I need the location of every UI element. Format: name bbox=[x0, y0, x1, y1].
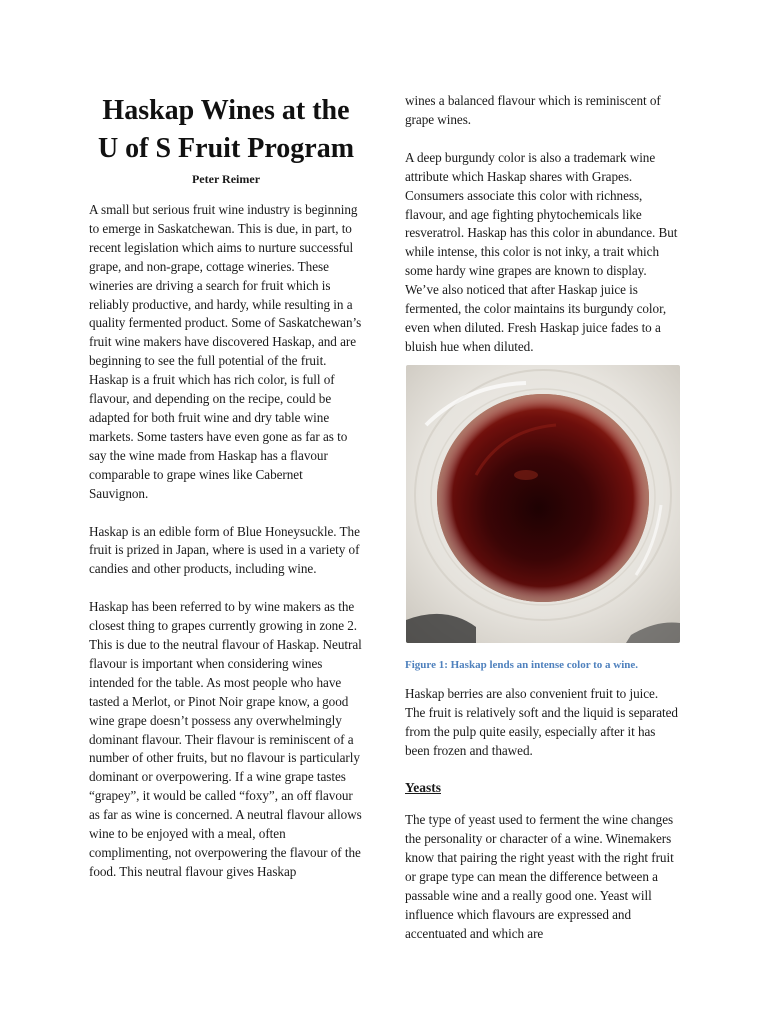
body-paragraph: Haskap is an edible form of Blue Honeysuckle. The fruit is prized in Japan, where is used in a variety of candies and other products, including wine. bbox=[89, 523, 360, 577]
body-paragraph: A small but serious fruit wine industry is beginning to emerge in Saskatchewan. This is due, in part, to recent legislation which aims to nurture successful grape, and non-grape, cottage wineries. These wineries are driving a search for fruit which is reliably productive, and hardy, while resulting in a quality fermented product. Some of Saskatchewan’s fruit wine makers have discovered Haskap, and are beginning to see the full potential of the fruit. Haskap is a fruit which has rich color, is full of flavour, and depending on the recipe, could be adapted for both fruit wine and dry table wine markets. Some tasters have even gone as far as to say the wine made from Haskap has a flavour comparable to grape wines like Cabernet Sauvignon. bbox=[89, 202, 362, 501]
body-paragraph: wines a balanced flavour which is reminiscent of grape wines. bbox=[405, 93, 661, 127]
body-paragraph: The type of yeast used to ferment the wine changes the personality or character of a wine. Winemakers know that pairing the right yeast with the right fruit or grape type can mean the difference between a passable wine and a really good one. Yeast will influence which flavours are expressed and accentuated and which are bbox=[405, 812, 674, 941]
left-column bbox=[89, 92, 363, 901]
wine-glass-illustration bbox=[406, 365, 680, 643]
article-title: Haskap Wines at the U of S Fruit Program bbox=[97, 95, 355, 164]
right-column bbox=[405, 92, 680, 963]
body-paragraph: Haskap berries are also convenient fruit to juice. The fruit is relatively soft and the liquid is separated from the pulp quite easily, especially after it has been frozen and thawed. bbox=[405, 685, 678, 758]
wine-glass-photo bbox=[406, 365, 680, 643]
article-author: Peter Reimer bbox=[191, 172, 261, 186]
body-paragraph: A deep burgundy color is also a trademark wine attribute which Haskap shares with Grapes. Consumers associate this color with richness, flavour, and age fighting phytochemicals like resveratrol. Haskap has this color in abundance. But while intense, this color is not inky, a trait which some hardy wine grapes are known to display. We’ve also noticed that after Haskap juice is fermented, the color maintains its burgundy color, even when diluted. Fresh Haskap juice fades to a bluish hue when diluted. bbox=[405, 149, 678, 354]
figure-caption: Figure 1: Haskap lends an intense color to a wine. bbox=[405, 658, 639, 671]
body-paragraph: Haskap has been referred to by wine makers as the closest thing to grapes currently growing in zone 2. This is due to the neutral flavour of Haskap. Neutral flavour is important when considering wines intended for the table. As most people who have tasted a Merlot, or Pinot Noir grape know, a good wine grape doesn’t possess any overwhelmingly dominant flavour. Their flavour is reminiscent of a number of other fruits, but no flavour is particularly dominant or overpowering. If a wine grape tastes “grapey”, it would be called “foxy”, an off flavour as far as wine is concerned. A neutral flavour allows wine to be enjoyed with a meal, often complimenting, not overpowering the flavour of the food. This neutral flavour gives Haskap bbox=[89, 599, 362, 879]
section-heading: Yeasts bbox=[405, 780, 441, 796]
